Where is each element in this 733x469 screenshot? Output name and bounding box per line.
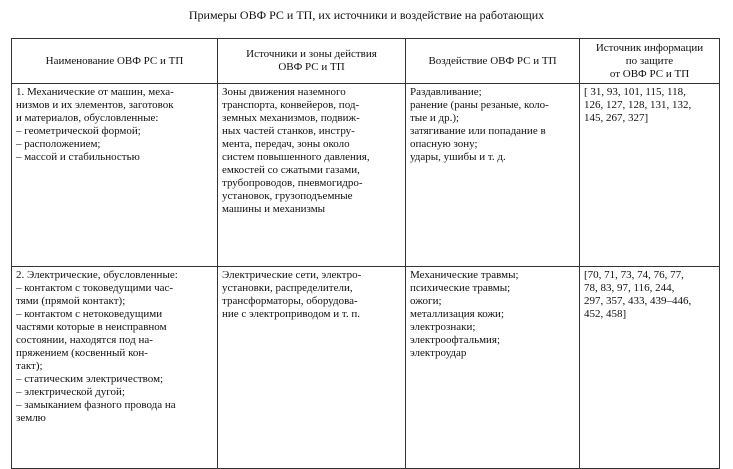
cell-sources-zones: Электрические сети, электро- установки, распределители, трансформаторы, оборудова- ние с электроприводом и т. п. [218,267,406,469]
cell-hazard-name: 1. Механические от машин, меха- низмов и их элементов, заготовок и материалов, обусловленные: – геометрической формой; – расположением; – массой и стабильностью [12,84,218,267]
header-info-source: Источник информации по защите от ОВФ РС и ТП [580,39,720,84]
header-hazard-name: Наименование ОВФ РС и ТП [12,39,218,84]
table-header-row [12,39,720,84]
table-row [12,267,720,469]
table-row [12,84,720,267]
cell-impact: Раздавливание; ранение (раны резаные, коло- тые и др.); затягивание или попадание в опасную зону; удары, ушибы и т. д. [406,84,580,267]
header-impact: Воздействие ОВФ РС и ТП [406,39,580,84]
cell-info-refs: [ 31, 93, 101, 115, 118, 126, 127, 128, 131, 132, 145, 267, 327] [580,84,720,267]
hazards-table [11,38,720,469]
header-sources-zones: Источники и зоны действия ОВФ РС и ТП [218,39,406,84]
cell-impact: Механические травмы; психические травмы; ожоги; металлизация кожи; электрознаки; электроофтальмия; электроудар [406,267,580,469]
cell-info-refs: [70, 71, 73, 74, 76, 77, 78, 83, 97, 116, 244, 297, 357, 433, 439–446, 452, 458] [580,267,720,469]
cell-sources-zones: Зоны движения наземного транспорта, конвейеров, под- земных механизмов, подвиж- ных частей станков, инстру- мента, передач, зоны около систем повышенного давления, емкостей со сжатыми газами, трубопроводов, пневмогидро- установок, грузоподъемные машины и механизмы [218,84,406,267]
cell-hazard-name: 2. Электрические, обусловленные: – контактом с токоведущими час- тями (прямой контакт); – контактом с нетоковедущими частями которые в неисправном состоянии, находятся под на- пряжением (косвенный кон- такт); – статическим электричеством; – электрической дугой; – замыканием фазного провода на землю [12,267,218,469]
table-title: Примеры ОВФ РС и ТП, их источники и воздействие на работающих [188,8,545,22]
